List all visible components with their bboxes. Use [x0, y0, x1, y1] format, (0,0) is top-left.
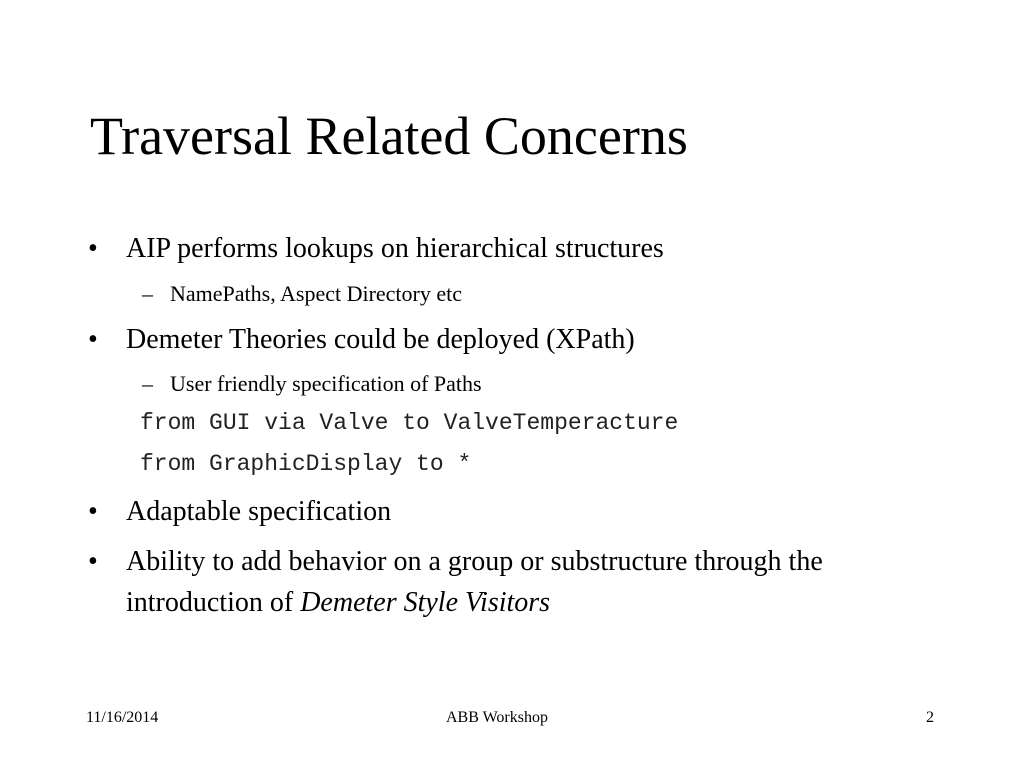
code-line-1: from GUI via Valve to ValveTemperacture — [140, 410, 679, 436]
sub-item-1-1 — [142, 279, 463, 309]
sub-item-text: User friendly specification of Paths — [170, 371, 482, 396]
bullet-mark: • — [88, 546, 98, 577]
bullet-text: Demeter Theories could be deployed (XPath) — [126, 324, 635, 355]
footer-date: 11/16/2014 — [86, 709, 159, 726]
bullet-mark: • — [88, 233, 98, 264]
bullet-mark: • — [88, 324, 98, 355]
slide-title: Traversal Related Concerns — [90, 106, 688, 166]
bullet-item-4 — [88, 541, 946, 623]
bullet-item-2 — [88, 319, 635, 360]
sub-bullet-mark: – — [142, 371, 153, 396]
bullet-mark: • — [88, 496, 98, 527]
bullet-text: AIP performs lookups on hierarchical structures — [126, 233, 664, 264]
bullet-item-3 — [88, 491, 392, 532]
sub-item-2-1 — [142, 369, 482, 399]
sub-item-text: NamePaths, Aspect Directory etc — [170, 281, 463, 306]
bullet-item-1 — [88, 228, 664, 269]
code-line-2: from GraphicDisplay to * — [140, 451, 472, 477]
footer-title: ABB Workshop — [446, 709, 548, 726]
bullet-text-emphasis: Demeter Style Visitors — [300, 587, 551, 618]
bullet-text: Adaptable specification — [126, 496, 392, 527]
bullet-text: Ability to add behavior on a group or substructure through the introduction of — [126, 546, 823, 618]
sub-bullet-mark: – — [142, 281, 153, 306]
footer-page-number: 2 — [926, 709, 934, 726]
